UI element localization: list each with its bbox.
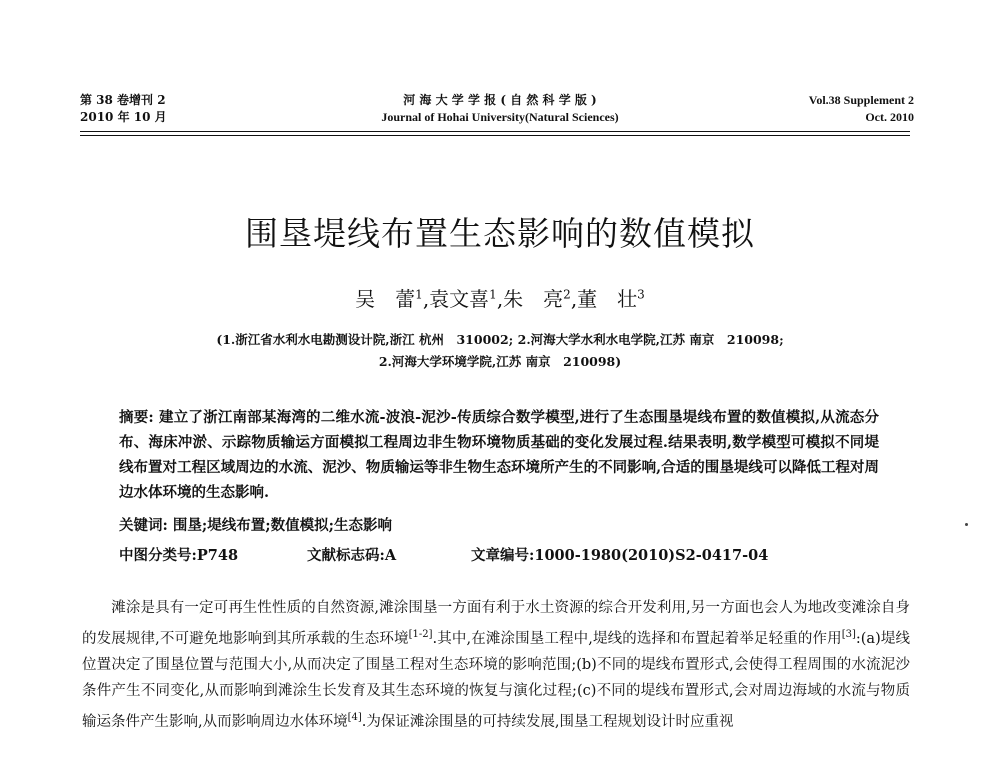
author-list: 吴 蕾$^1$,袁文喜$^1$,朱 亮$^2$,董 壮$^3$: [355, 287, 645, 311]
affiliation-line-1: (1.浙江省水利水电勘测设计院,浙江 杭州 310002; 2.河海大学水利水电学院,江苏 南京 210098;: [216, 332, 784, 347]
publication-date: 2010 年 10 月: [80, 110, 167, 124]
article-number-value: 1000-1980(2010)S2-0417-04: [534, 547, 769, 564]
author-affil-mark: 1: [489, 287, 497, 302]
body-text: 滩涂是具有一定可再生性性质的自然资源,滩涂围垦一方面有利于水土资源的综合开发利用,另一方面也会人为地改变滩涂自身的发展规律,不可避免地影响到其所承载的生态环境: [82, 600, 910, 647]
abstract: [119, 405, 879, 505]
author-affil-mark: 2: [563, 287, 571, 302]
doc-code-value: A: [384, 547, 397, 564]
journal-title-en: Journal of Hohai University(Natural Sciences): [381, 110, 619, 124]
author-name: 董 壮: [577, 287, 638, 311]
abstract-label: 摘要:: [119, 409, 160, 426]
volume-supplement-en: Vol.38 Supplement 2: [808, 93, 914, 107]
author-affil-mark: 3: [637, 287, 645, 302]
keywords-text: 围垦;堤线布置;数值模拟;生态影响: [172, 517, 392, 534]
body-text: .为保证滩涂围垦的可持续发展,围垦工程规划设计时应重视: [361, 713, 734, 730]
volume-issue: 第 38 卷增刊 2: [80, 93, 166, 107]
date-en: Oct. 2010: [865, 110, 914, 124]
body-text: .其中,在滩涂围垦工程中,堤线的选择和布置起着举足轻重的作用: [432, 630, 842, 647]
doc-code-label: 文献标志码:: [307, 547, 385, 564]
keywords-label: 关键词:: [119, 517, 173, 534]
article-number-label: 文章编号:: [471, 547, 535, 564]
clc-label: 中图分类号:: [119, 547, 197, 564]
author-affil-mark: 1: [415, 287, 423, 302]
body-paragraph: [82, 595, 910, 735]
article-number: [471, 544, 768, 565]
author-name: 袁文喜: [429, 287, 490, 311]
scan-artifact-dot: [965, 523, 968, 526]
document-code: [307, 544, 396, 565]
citation-ref: [4]: [347, 711, 362, 723]
clc-value: P748: [196, 547, 239, 564]
header-rule-thin: [80, 135, 910, 136]
author-name: 吴 蕾: [355, 287, 416, 311]
citation-ref: [1-2]: [408, 628, 433, 640]
affiliation-line-2: 2.河海大学环境学院,江苏 南京 210098): [378, 354, 622, 369]
journal-volume-en: [809, 92, 914, 126]
paper-title: 围垦堤线布置生态影响的数值模拟: [245, 214, 755, 253]
header-rule-thick: [80, 131, 910, 132]
keywords: [119, 514, 392, 535]
clc-number: [119, 544, 238, 565]
author-name: 朱 亮: [503, 287, 564, 311]
journal-title-cn: 河 海 大 学 学 报 ( 自 然 科 学 版 ): [403, 93, 597, 107]
citation-ref: [3]: [841, 628, 856, 640]
body-text: :(a)堤线位置决定了围垦位置与范围大小,从而决定了围垦工程对生态环境的影响范围;(b)不同的堤线布置形式,会使得工程周围的水流泥沙条件产生不同变化,从而影响到滩涂生长发育及其生态环境的恢复与演化过程;(c)不同的堤线布置形式,会对周边海域的水流与物质输运条件产生影响,从而影响周边水体环境: [82, 630, 910, 730]
abstract-text: 建立了浙江南部某海湾的二维水流-波浪-泥沙-传质综合数学模型,进行了生态围垦堤线布置的数值模拟,从流态分布、海床冲淤、示踪物质输运方面模拟工程周边非生物环境物质基础的变化发展过程.结果表明,数学模型可模拟不同堤线布置对工程区域周边的水流、泥沙、物质输运等非生物生态环境所产生的不同影响,合适的围垦堤线可以降低工程对周边水体环境的生态影响.: [119, 409, 879, 501]
